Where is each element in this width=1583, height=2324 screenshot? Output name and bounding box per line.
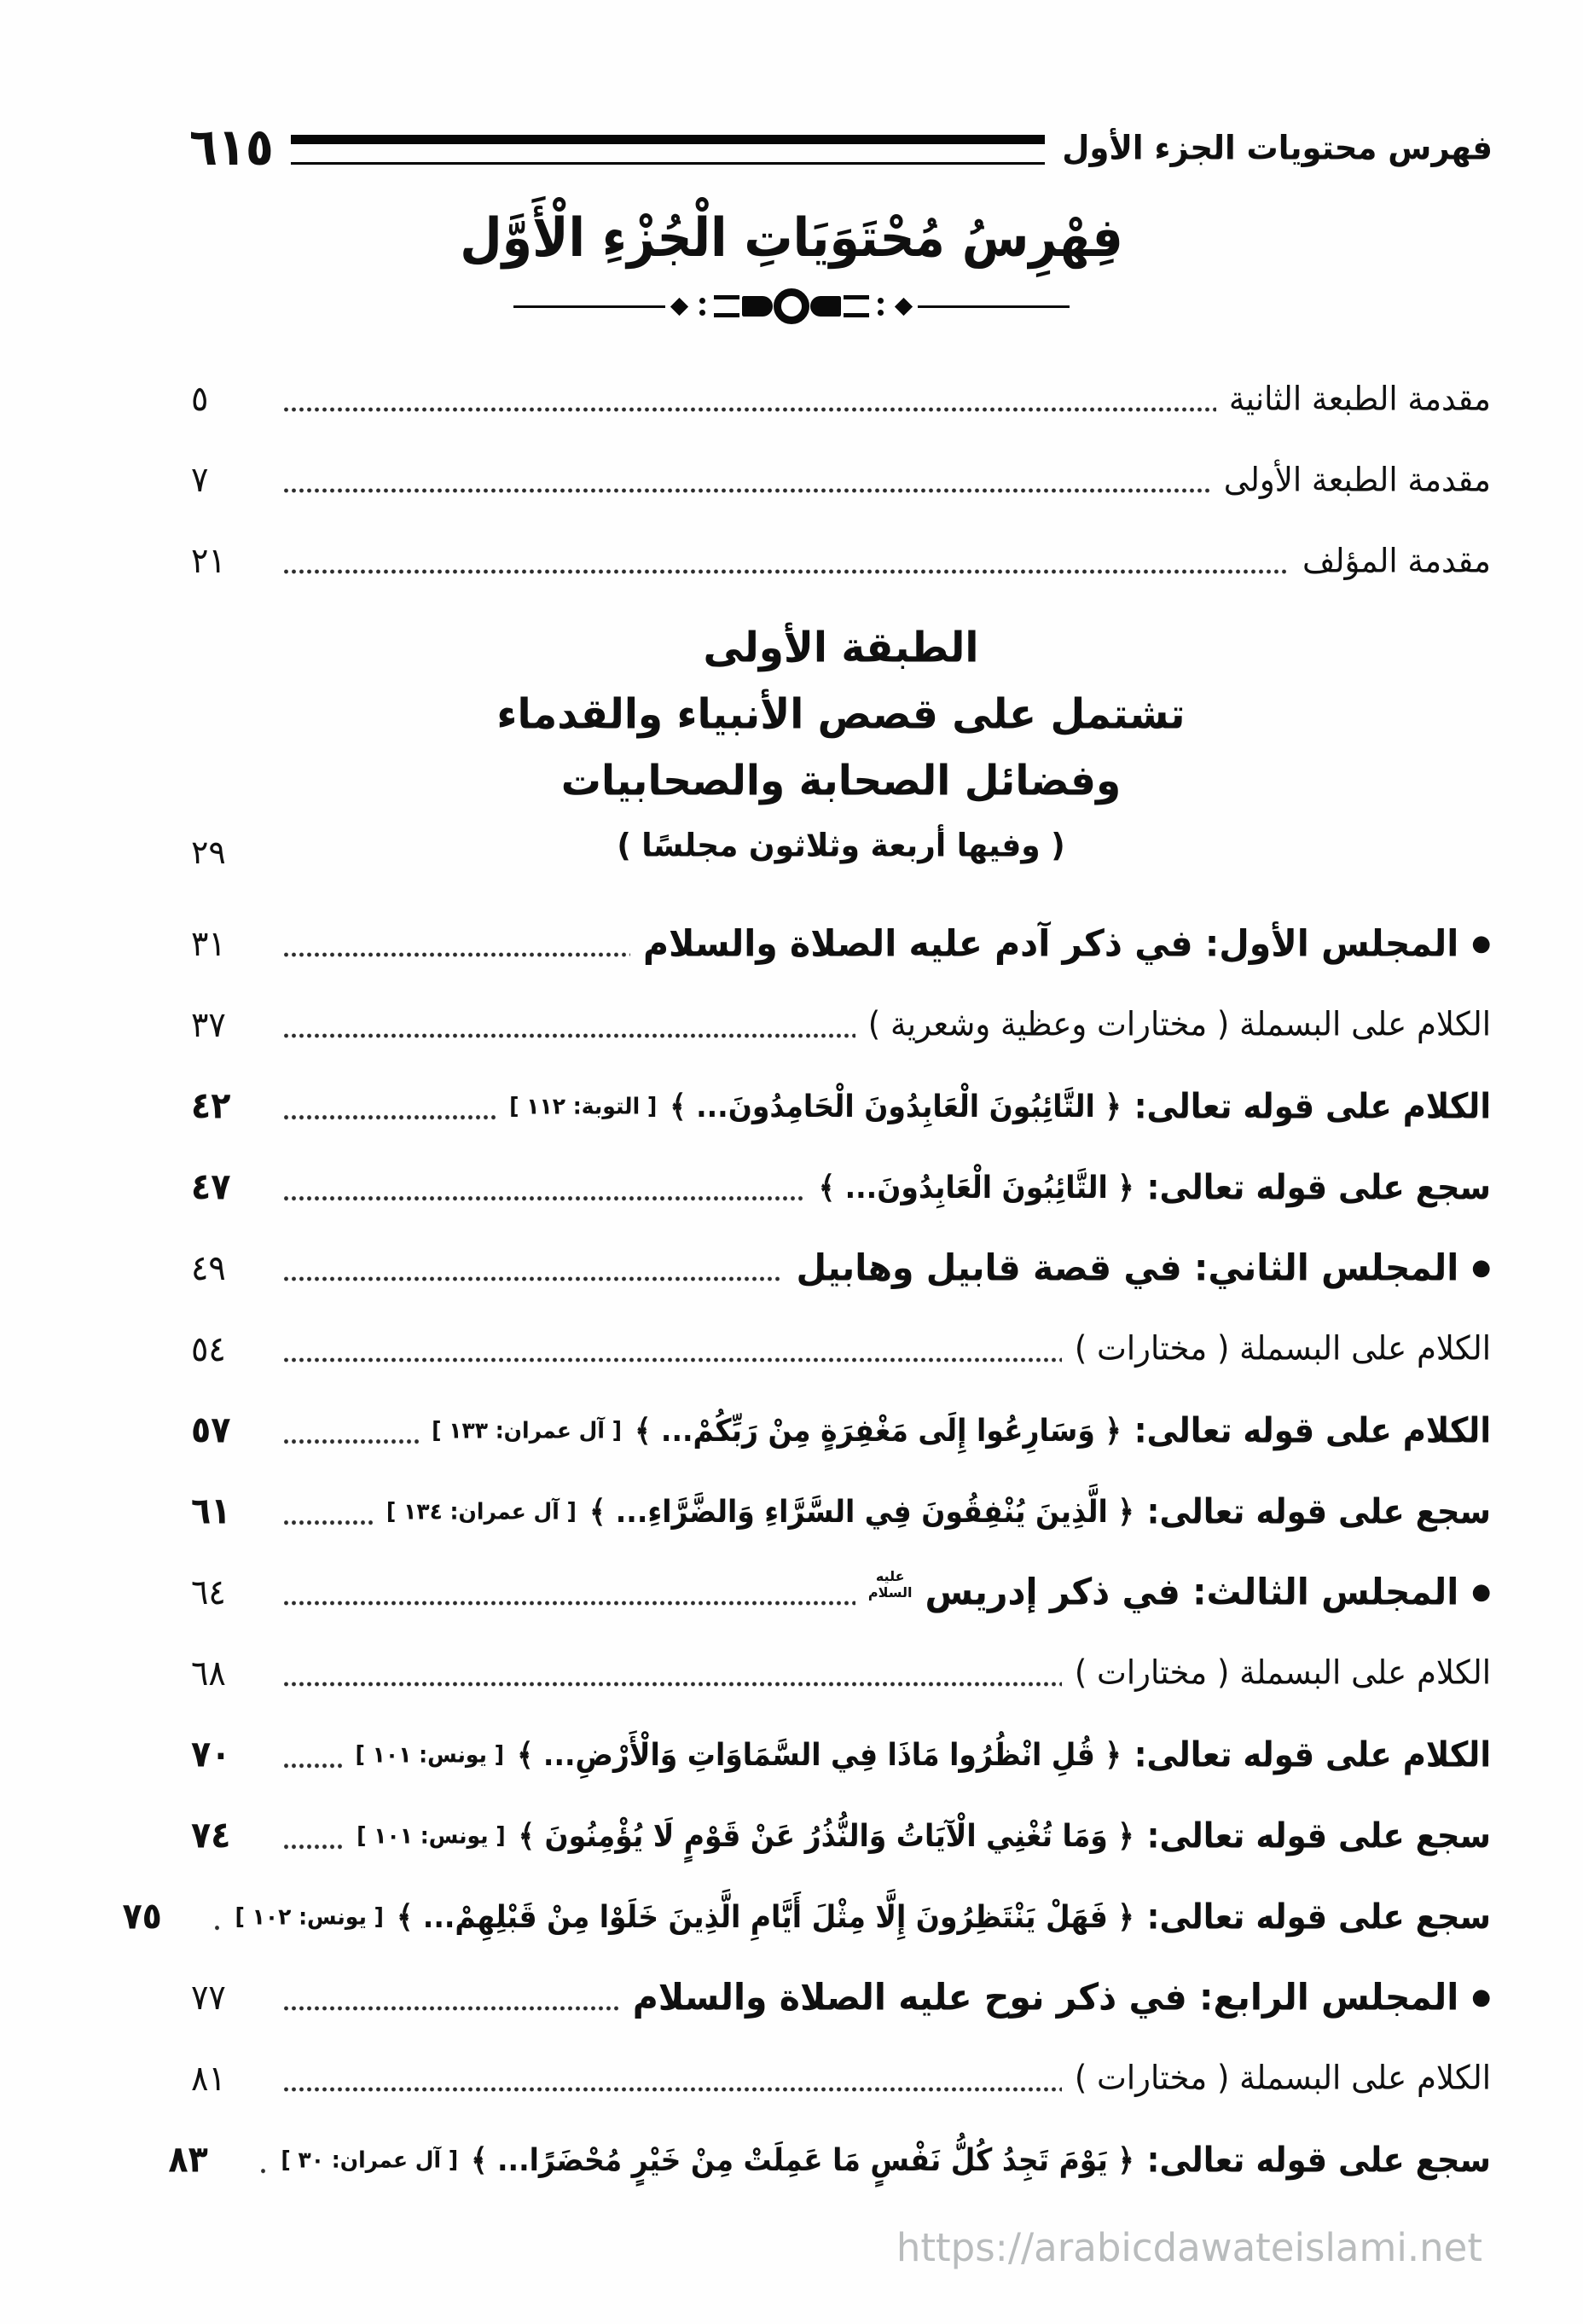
- toc-row: [191, 1159, 1491, 1214]
- ornament-line: [918, 305, 1070, 308]
- toc-row: [191, 998, 1491, 1051]
- toc-row: [122, 1888, 1491, 1943]
- entry-page-number: ٧٠: [191, 1732, 231, 1775]
- toc-row: [191, 1807, 1491, 1862]
- entry-page-number: ٧٧: [191, 1977, 226, 2018]
- dot-leader: [282, 1600, 855, 1606]
- diamond-icon: [670, 297, 688, 315]
- entry-title: المجلس الثاني: في قصة قابيل وهابيل: [796, 1246, 1459, 1290]
- entry-title: المجلس الأول: في ذكر آدم عليه الصلاة والسلام: [642, 921, 1459, 966]
- ornament-wing-icon: [810, 296, 841, 317]
- entry-title: الكلام على البسملة ( مختارات ): [1074, 1329, 1491, 1368]
- verse-reference: [ يونس: ١٠٢ ]: [235, 1903, 384, 1930]
- title-block: [0, 206, 1583, 324]
- ornament-line: [513, 305, 665, 308]
- entry-page-number: ٤٢: [191, 1084, 231, 1127]
- dot-leader: [282, 1194, 806, 1201]
- dot-leader: [282, 406, 1216, 413]
- dot-leader: [282, 1681, 1062, 1688]
- dot-leader: [282, 568, 1290, 575]
- section-heading: [191, 615, 1491, 883]
- quran-verse: ﴿ التَّائِبُونَ الْعَابِدُونَ... ﴾: [818, 1168, 1134, 1206]
- entry-title: الكلام على قوله تعالى:: [1134, 1734, 1491, 1775]
- verse-reference: [ آل عمران: ١٣٣ ]: [432, 1416, 623, 1444]
- entry-page-number: ٤٧: [191, 1165, 231, 1208]
- running-header: [189, 117, 1493, 177]
- verse-reference: [ آل عمران: ٣٠ ]: [281, 2146, 459, 2173]
- ornament-bars-icon: [844, 295, 869, 317]
- entry-page-number: ٥٧: [191, 1408, 231, 1451]
- toc-row: [168, 2131, 1491, 2187]
- entry-page-number: ٤٩: [191, 1247, 226, 1288]
- page-number: ٦١٥: [189, 117, 274, 177]
- toc-row: [191, 1322, 1491, 1375]
- entry-title: سجع على قوله تعالى:: [1146, 1815, 1491, 1856]
- ornament-divider: [510, 288, 1073, 324]
- quran-verse: ﴿ التَّائِبُونَ الْعَابِدُونَ الْحَامِدُونَ... ﴾: [670, 1087, 1122, 1124]
- entry-title: المجلس الثالث: في ذكر إدريس: [925, 1570, 1459, 1614]
- ornament-ring-icon: [774, 288, 809, 324]
- entry-title: سجع على قوله تعالى:: [1146, 2139, 1491, 2180]
- entry-title: الكلام على البسملة ( مختارات ): [1074, 2059, 1491, 2098]
- dot-leader: [282, 1032, 855, 1039]
- honorific-mark: عليه السلام: [867, 1568, 913, 1601]
- quran-verse: ﴿ يَوْمَ تَجِدُ كُلُّ نَفْسٍ مَا عَمِلَتْ مِنْ خَيْرٍ مُحْضَرًا... ﴾: [471, 2141, 1134, 2178]
- bullet-icon: ●: [1471, 1984, 1491, 2010]
- toc-row: [191, 1647, 1491, 1699]
- quran-verse: ﴿ وَمَا تُغْنِي الْآيَاتُ وَالنُّذُرُ عَنْ قَوْمٍ لَا يُؤْمِنُونَ ﴾: [518, 1816, 1134, 1854]
- entry-title: الكلام على البسملة ( مختارات ): [1074, 1653, 1491, 1693]
- watermark-url: https://arabicdawateislami.net: [896, 2225, 1482, 2270]
- toc-row: [191, 1402, 1491, 1457]
- entry-title: مقدمة الطبعة الثانية: [1228, 379, 1491, 418]
- header-rule: [291, 135, 1045, 165]
- verse-reference: [ آل عمران: ١٣٤ ]: [386, 1497, 577, 1525]
- entry-title: الكلام على قوله تعالى:: [1134, 1409, 1491, 1450]
- entry-page-number: ٦٤: [191, 1572, 226, 1612]
- page-title: فِهْرِسُ مُحْتَوَيَاتِ الْجُزْءِ الْأَوَّل: [460, 206, 1123, 270]
- entry-title: الكلام على قوله تعالى:: [1134, 1085, 1491, 1126]
- quran-verse: ﴿ الَّذِينَ يُنْفِقُونَ فِي السَّرَّاءِ وَالضَّرَّاءِ... ﴾: [589, 1492, 1134, 1530]
- entry-page-number: ٨٣: [168, 2137, 208, 2181]
- entry-page-number: ٧: [191, 459, 209, 500]
- dot-leader: [282, 1438, 419, 1444]
- toc-row: [191, 1483, 1491, 1538]
- section-page-number: ٢٩: [191, 833, 226, 871]
- section-heading-line: ( وفيها أربعة وثلاثون مجلسًا ): [617, 828, 1065, 864]
- dot-leader: [282, 1519, 374, 1525]
- entry-page-number: ٥٤: [191, 1328, 226, 1369]
- entry-title: سجع على قوله تعالى:: [1146, 1166, 1491, 1207]
- toc-row: [191, 1971, 1491, 2024]
- section-heading-line: الطبقة الأولى: [703, 623, 979, 673]
- toc-row: [191, 1078, 1491, 1133]
- dot-leader: [259, 2167, 268, 2174]
- verse-reference: [ التوبة: ١١٢ ]: [509, 1092, 658, 1119]
- toc-row: [191, 534, 1491, 587]
- entry-page-number: ٢١: [191, 540, 226, 581]
- entry-title: الكلام على البسملة ( مختارات وعظية وشعرية ): [867, 1005, 1491, 1044]
- ornament-bars-icon: [714, 295, 739, 317]
- entry-page-number: ٧٥: [122, 1894, 162, 1938]
- bullet-icon: ●: [1471, 930, 1491, 956]
- toc-row: [191, 1241, 1491, 1294]
- dot-leader: [282, 1275, 783, 1282]
- toc-row: [191, 917, 1491, 970]
- dot-leader: [282, 1357, 1062, 1363]
- entry-title: مقدمة المؤلف: [1302, 541, 1491, 580]
- entry-page-number: ٨١: [191, 2058, 226, 2099]
- verse-reference: [ يونس: ١٠١ ]: [357, 1821, 506, 1849]
- entry-page-number: ٧٤: [191, 1813, 231, 1856]
- toc-row: [191, 453, 1491, 506]
- dot-leader: [282, 951, 630, 958]
- entry-title: المجلس الرابع: في ذكر نوح عليه الصلاة والسلام: [632, 1975, 1459, 2019]
- table-of-contents: [122, 372, 1491, 2214]
- ornament-wing-icon: [742, 296, 773, 317]
- ornament-dots-icon: [878, 298, 884, 316]
- quran-verse: ﴿ قُلِ انْظُرُوا مَاذَا فِي السَّمَاوَاتِ وَالْأَرْضِ... ﴾: [517, 1735, 1122, 1773]
- dot-leader: [282, 1843, 344, 1850]
- toc-row: [191, 1726, 1491, 1781]
- quran-verse: ﴿ وَسَارِعُوا إِلَى مَغْفِرَةٍ مِنْ رَبِّكُمْ... ﴾: [635, 1411, 1122, 1449]
- entry-page-number: ٦١: [191, 1489, 231, 1532]
- entry-page-number: ٣٧: [191, 1004, 226, 1045]
- diamond-icon: [895, 297, 913, 315]
- entry-title: سجع على قوله تعالى:: [1146, 1896, 1491, 1937]
- entry-page-number: ٥: [191, 378, 209, 419]
- dot-leader: [282, 2086, 1062, 2093]
- verse-reference: [ يونس: ١٠١ ]: [355, 1740, 505, 1768]
- entry-page-number: ٦٨: [191, 1653, 226, 1694]
- bullet-icon: ●: [1471, 1254, 1491, 1281]
- entry-title: مقدمة الطبعة الأولى: [1223, 460, 1491, 499]
- dot-leader: [282, 1762, 343, 1769]
- toc-row: [191, 1566, 1491, 1618]
- quran-verse: ﴿ فَهَلْ يَنْتَظِرُونَ إِلَّا مِثْلَ أَيَّامِ الَّذِينَ خَلَوْا مِنْ قَبْلِهِمْ... ﴾: [396, 1897, 1134, 1935]
- entry-title: سجع على قوله تعالى:: [1146, 1490, 1491, 1531]
- dot-leader: [213, 1924, 222, 1931]
- section-heading-line: وفضائل الصحابة والصحابيات: [560, 756, 1122, 806]
- dot-leader: [282, 487, 1211, 494]
- ornament-dots-icon: [699, 298, 705, 316]
- dot-leader: [282, 1113, 496, 1120]
- entry-page-number: ٣١: [191, 923, 226, 964]
- section-heading-line: تشتمل على قصص الأنبياء والقدماء: [496, 689, 1186, 740]
- dot-leader: [282, 2005, 620, 2012]
- bullet-icon: ●: [1471, 1578, 1491, 1605]
- running-header-title: فهرس محتويات الجزء الأول: [1062, 128, 1493, 167]
- toc-row: [191, 372, 1491, 425]
- toc-row: [191, 2052, 1491, 2105]
